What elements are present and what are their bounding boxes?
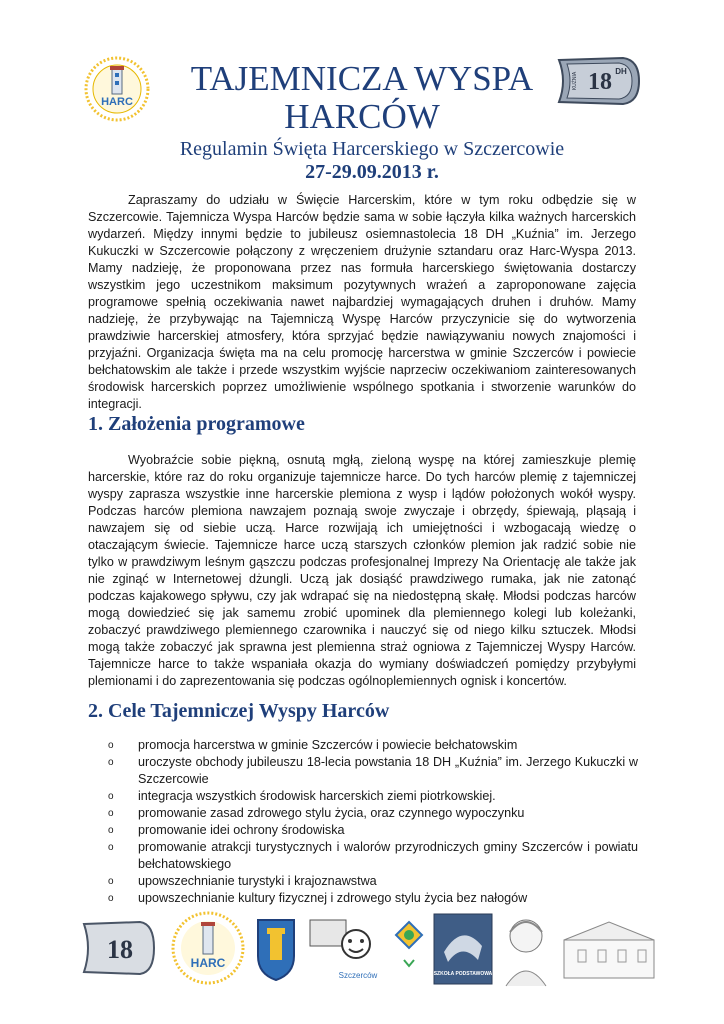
goal-text: upowszechnianie turystyki i krajoznawstwa	[138, 874, 377, 888]
bullet-icon: o	[108, 808, 114, 819]
bullet-icon: o	[108, 876, 114, 887]
kuznia-logo-text: KUŹNIA	[572, 71, 578, 91]
goal-text: promowanie zasad zdrowego stylu życia, oraz czynnego wypoczynku	[138, 806, 525, 820]
school-logo	[432, 912, 494, 986]
building-sketch-icon	[558, 916, 660, 982]
portrait-sketch-icon	[500, 910, 552, 988]
kuznia-logo-number: 18	[588, 69, 612, 95]
goal-text: promocja harcerstwa w gminie Szczerców i powiecie bełchatowskim	[138, 738, 518, 752]
goal-item	[108, 788, 638, 805]
goal-item	[108, 822, 638, 839]
event-date: 27-29.09.2013 r.	[305, 161, 439, 183]
bullet-icon: o	[108, 842, 114, 853]
goal-item	[108, 754, 638, 788]
bullet-icon: o	[108, 791, 114, 802]
theater-masks-icon	[306, 914, 386, 984]
goal-text: integracja wszystkich środowisk harcerskich ziemi piotrkowskiej.	[138, 789, 496, 803]
harc-logo-text: HARC	[101, 96, 133, 108]
goal-text: promowanie idei ochrony środowiska	[138, 823, 345, 837]
goal-item	[108, 839, 638, 873]
intro-paragraph: Zapraszamy do udziału w Święcie Harcerskim, które w tym roku odbędzie się w Szczercowie. Tajemnicza Wyspa Harców będzie sama w sobie łączyła kilka ważnych harcerskich wydarzeń. Między innymi będzie to jubileusz osiemnastolecia 18 DH „Kuźnia” im. Jerzego Kukuczki w Szczercowie połączony z wręczeniem drużynie sztandaru oraz Harc-Wyspa 2013. Mamy nadzieję, że proponowana przez nas formuła harcerskiego świętowania dostarczy wszystkim jego uczestnikom maksimum pozytywnych wrażeń a zaproponowane zajęcia programowe spełnią oczekiwania nawet najbardziej wymagających druhen i druhów. Mamy nadzieję, że przybywając na Tajemniczą Wyspę Harców przyczynicie się do wytworzenia prawdziwie harcerskiej atmosfery, która sprzyjać będzie nawiązywaniu nowych znajomości i przyjaźni. Organizacja święta ma na celu promocję harcerstwa w gminie Szczerców i powiecie bełchatowskim ale także i przede wszystkim wyjście naprzeciw oczekiwaniom zainteresowanych środowisk harcerskich poprzez umożliwienie wspólnego spotkania i stworzenie warunków do integracji.	[88, 193, 636, 411]
goal-text: upowszechnianie kultury fizycznej i zdrowego stylu życia bez nałogów	[138, 891, 528, 905]
footer-school-text: SZKOŁA PODSTAWOWA	[433, 971, 493, 977]
goal-item	[108, 805, 638, 822]
footer-harc-text: HARC	[190, 956, 226, 970]
bullet-icon: o	[108, 825, 114, 836]
section-2-heading: 2. Cele Tajemniczej Wyspy Harców	[88, 700, 390, 722]
page-title	[150, 60, 574, 136]
kuznia-logo-dh: DH	[615, 67, 627, 76]
goal-text: promowanie atrakcji turystycznych i walorów przyrodniczych gminy Szczerców i powiatu bełchatowskiego	[138, 840, 638, 871]
goal-item	[108, 737, 638, 754]
section-1-heading: 1. Założenia programowe	[88, 413, 305, 435]
bullet-icon: o	[108, 893, 114, 904]
page-subtitle: Regulamin Święta Harcerskiego w Szczercowie	[179, 138, 565, 160]
footer-logos	[80, 910, 660, 990]
section-1-paragraph: Wyobraźcie sobie piękną, osnutą mgłą, zieloną wyspę na której zamieszkuje plemię harcerskie, które raz do roku organizuje tajemnicze harce. Do tych harców plemię z tajemniczej wyspy zaprasza wszystkie inne harcerskie plemiona z wysp i lądów położonych wokół wyspy. Podczas harców plemiona nawzajem poznają swoje zwyczaje i obrzędy, śpiewają, pląsają i nawzajem się od siebie uczą. Harce rozwijają ich umiejętności i wzbogacają wiedzę o otaczającym świecie. Tajemnicze harce uczą starszych członków plemion jak radzić sobie nie tylko w prawdziwym leśnym gąszczu podczas profesjonalnej Imprezy Na Orientację ale także jak nie zginąć w Internetowej dżungli. Uczą jak dosiąść prawdziwego rumaka, jak nie zatonąć podczas kajakowego spływu, czy jak wdrapać się na niedostępną skałę. Młodsi podczas harców mogą dowiedzieć się jak samemu zrobić upominek dla plemiennego kolegi lub koleżanki, zobaczyć prawdziwego plemiennego czarownika i nauczyć się od niego kilku sztuczek. Młodsi mogą także zobaczyć jak sprawna jest plemienna straż ogniowa z Tajemniczej Wyspy Harców. Tajemnicze harce to także wspaniała okazja do wymiany doświadczeń pomiędzy przybyłymi plemionami i do zaprezentowania się podczas ogólnoplemiennych ognisk i koncertów.	[88, 453, 636, 688]
harc-logo	[84, 56, 150, 122]
footer-harc-logo	[170, 910, 246, 986]
title-line-1: TAJEMNICZA WYSPA	[190, 59, 534, 98]
goal-item	[108, 890, 638, 907]
title-line-2: HARCÓW	[284, 97, 440, 136]
footer-kuznia-logo	[80, 918, 158, 978]
goal-item	[108, 873, 638, 890]
footer-kuznia-number: 18	[107, 935, 133, 964]
goals-list	[108, 737, 638, 907]
coat-of-arms-icon	[254, 916, 298, 982]
bullet-icon: o	[108, 757, 114, 768]
goal-text: uroczyste obchody jubileuszu 18-lecia powstania 18 DH „Kuźnia” im. Jerzego Kukuczki w Szczercowie	[138, 755, 638, 786]
bullet-icon: o	[108, 740, 114, 751]
footer-szczercow-text: Szczerców	[338, 971, 378, 980]
colorful-logo-icon	[394, 920, 424, 970]
